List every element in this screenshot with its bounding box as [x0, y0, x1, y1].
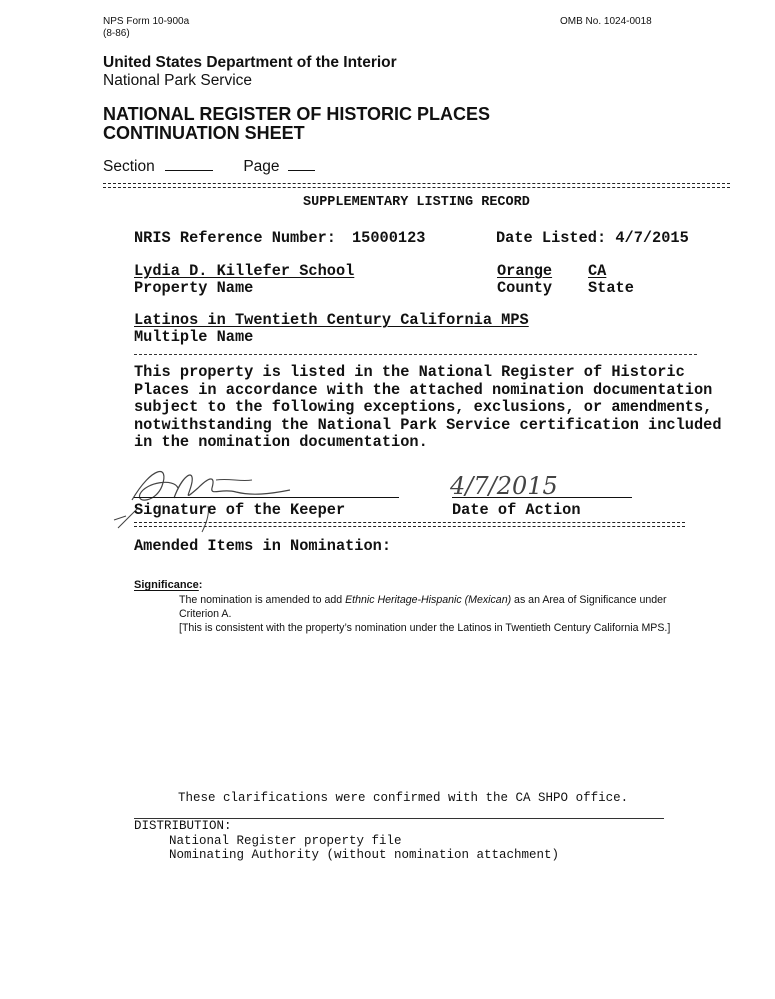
double-rule-top	[103, 183, 730, 188]
department-name: United States Department of the Interior	[103, 54, 397, 71]
title-line1: NATIONAL REGISTER OF HISTORIC PLACES	[103, 104, 491, 124]
clarification-note: These clarifications were confirmed with the CA SHPO office.	[178, 791, 629, 805]
title-line2: CONTINUATION SHEET	[103, 123, 305, 143]
significance-heading: Significance:	[134, 579, 203, 591]
record-heading: SUPPLEMENTARY LISTING RECORD	[303, 195, 530, 210]
form-date: (8-86)	[103, 28, 130, 39]
statement-line: notwithstanding the National Park Service certification included	[134, 415, 722, 434]
handwritten-date	[444, 468, 584, 504]
page-blank	[288, 156, 315, 171]
significance-line1	[179, 593, 667, 607]
state-value: CA	[588, 262, 607, 280]
multiple-name-label: Multiple Name	[134, 328, 254, 346]
distribution-item: Nominating Authority (without nomination attachment)	[169, 848, 560, 862]
date-listed-value: 4/7/2015	[615, 229, 689, 247]
property-name-value: Lydia D. Killefer School	[134, 262, 355, 280]
significance-line3: [This is consistent with the property’s nomination under the Latinos in Twentieth Century California MPS.]	[179, 622, 671, 634]
form-number: NPS Form 10-900a	[103, 16, 190, 27]
date-listed-label: Date Listed:	[496, 229, 607, 247]
distribution-item: National Register property file	[169, 834, 402, 848]
signature-line	[134, 497, 399, 498]
distribution-heading: DISTRIBUTION:	[134, 819, 232, 833]
dashed-rule	[134, 354, 697, 355]
section-blank	[165, 156, 213, 171]
service-name: National Park Service	[103, 72, 253, 89]
property-name-label: Property Name	[134, 279, 254, 297]
nris-label: NRIS Reference Number:	[134, 229, 336, 247]
date-listed	[496, 229, 689, 247]
significance-line2: Criterion A.	[179, 608, 232, 620]
significance-label: Significance	[134, 579, 199, 591]
signature-label: Signature of the Keeper	[134, 501, 346, 519]
multiple-name-value: Latinos in Twentieth Century California MPS	[134, 311, 529, 329]
statement-line: in the nomination documentation.	[134, 433, 428, 452]
amend-text-prefix: The nomination is amended to add	[179, 594, 346, 606]
statement-line: This property is listed in the National Register of Historic	[134, 363, 685, 381]
omb-number: OMB No. 1024-0018	[560, 16, 652, 27]
nris-value: 15000123	[352, 229, 426, 247]
county-label: County	[497, 279, 553, 297]
state-label: State	[588, 279, 634, 297]
section-label: Section	[103, 158, 155, 175]
section-field	[103, 156, 315, 176]
date-of-action-label: Date of Action	[452, 501, 581, 519]
amended-heading: Amended Items in Nomination:	[134, 537, 392, 555]
amend-area: Ethnic Heritage-Hispanic (Mexican)	[345, 594, 512, 606]
handwritten-date-text: 4/7/2015	[450, 472, 558, 500]
statement-line: subject to the following exceptions, exclusions, or amendments,	[134, 398, 713, 417]
statement-line: Places in accordance with the attached nomination documentation	[134, 380, 713, 399]
double-rule-bottom	[134, 522, 685, 527]
date-line	[452, 497, 632, 498]
listing-statement	[134, 364, 734, 452]
page-label: Page	[243, 158, 280, 175]
county-value: Orange	[497, 262, 553, 280]
amend-text-suffix: as an Area of Significance under	[511, 594, 667, 606]
